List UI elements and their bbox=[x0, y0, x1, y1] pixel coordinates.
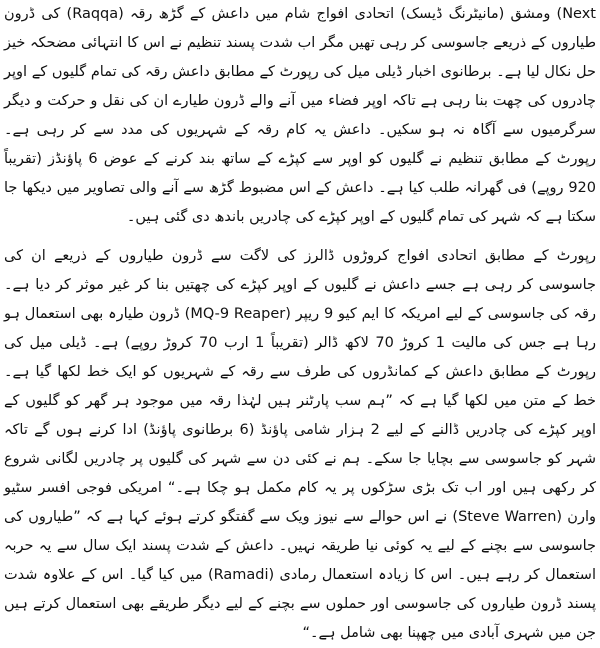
article-paragraph-2: رپورٹ کے مطابق اتحادی افواج کروڑوں ڈالرز کی لاگت سے ڈرون طیاروں کے ذریعے ان کی جاسوسی کر رہی ہے جسے داعش نے گلیوں کے اوپر کپڑے کی چھتیں بنا کر غیر موثر کر دیا ہے۔ رقہ کی جاسوسی کے لیے امریکہ کا ایم کیو 9 ریپر (MQ-9 Reaper) ڈرون طیارہ بھی استعمال ہو رہا ہے جس کی مالیت 1 کروڑ 70 لاکھ ڈالر (تقریباً 1 ارب 70 کروڑ روپے) ہے۔ ڈیلی میل کی رپورٹ کے مطابق داعش کے کمانڈروں کی طرف سے رقہ کے شہریوں کو ایک خط لکھا گیا ہے۔ خط کے متن میں لکھا گیا ہے کہ ”ہم سب پارٹنر ہیں لہٰذا رقہ میں موجود ہر گھر کو گلیوں کے اوپر کپڑے کی چادریں ڈالنے کے لیے 2 ہزار شامی پاؤنڈ (6 برطانوی پاؤنڈ) ادا کرنے ہوں گے تاکہ شہر کو جاسوسی سے بچایا جا سکے۔ ہم نے کئی دن سے شہر کی گلیوں پر چادریں لگانی شروع کر رکھی ہیں اور اب تک بڑی سڑکوں پر یہ کام مکمل ہو چکا ہے۔“ امریکی فوجی افسر سٹیو وارن (Steve Warren) نے اس حوالے سے نیوز ویک سے گفتگو کرتے ہوئے کہا ہے کہ ”طیاروں کی جاسوسی سے بچنے کے لیے یہ کوئی نیا طریقہ نہیں۔ داعش کے شدت پسند ایک سال سے یہ حربہ استعمال کر رہے ہیں۔ اس کا زیادہ استعمال رمادی (Ramadi) میں کیا گیا۔ اس کے علاوہ شدت پسند ڈرون طیاروں کی جاسوسی اور حملوں سے بچنے کے لیے دیگر طریقے بھی استعمال کرتے ہیں جن میں شہری آبادی میں چھپنا بھی شامل ہے۔“ bbox=[4, 248, 596, 641]
article-body bbox=[4, 0, 596, 641]
article-paragraph-1: Next) ومشق (مانیٹرنگ ڈیسک) اتحادی افواج شام میں داعش کے گڑھ رقہ (Raqqa) کی ڈرون طیاروں کے ذریعے جاسوسی کر رہی تھیں مگر اب شدت پسند تنظیم نے اس کا انتہائی مضحکہ خیز حل نکال لیا ہے۔ برطانوی اخبار ڈیلی میل کی رپورٹ کے مطابق داعش رقہ کی تمام گلیوں کے اوپر چادروں کی چھت بنا رہی ہے تاکہ اوپر فضاء میں آنے والے ڈرون طیارے ان کی نقل و حرکت و دیگر سرگرمیوں سے آگاہ نہ ہو سکیں۔ داعش یہ کام رقہ کے شہریوں کی مدد سے کر رہی ہے۔ رپورٹ کے مطابق تنظیم نے گلیوں کو اوپر سے کپڑے کے ساتھ بند کرنے کے عوض 6 پاؤنڈز (تقریباً 920 روپے) فی گھرانہ طلب کیا ہے۔ داعش کے اس مضبوط گڑھ سے آنے والی تصاویر میں دیکھا جا سکتا ہے کہ شہر کی تمام گلیوں کے اوپر کپڑے کی چادریں باندھ دی گئی ہیں۔ bbox=[4, 6, 596, 225]
